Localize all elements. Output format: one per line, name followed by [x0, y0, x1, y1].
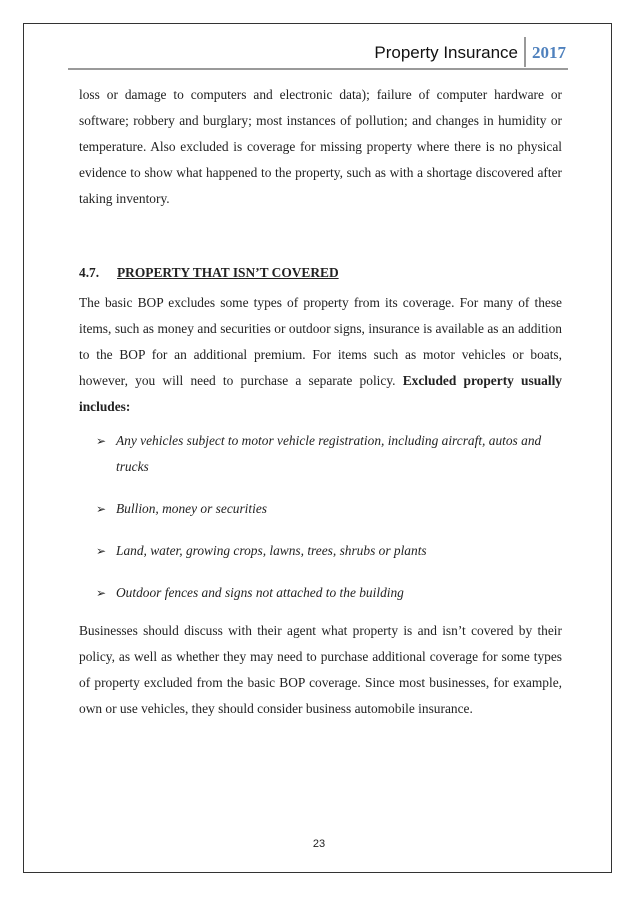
- section-title: PROPERTY THAT ISN’T COVERED: [117, 265, 339, 280]
- arrow-bullet-icon: ➢: [96, 544, 107, 558]
- list-item-text: Outdoor fences and signs not attached to the building: [116, 585, 404, 600]
- arrow-bullet-icon: ➢: [96, 434, 107, 448]
- running-header: [374, 37, 566, 67]
- body-paragraph-2-bold: Excluded property usually includes:: [79, 373, 562, 414]
- page-content: [79, 82, 562, 722]
- section-heading: [79, 260, 562, 286]
- arrow-bullet-icon: ➢: [96, 502, 107, 516]
- body-paragraph-1: loss or damage to computers and electronic data); failure of computer hardware or software; robbery and burglary; most instances of pollution; and changes in humidity or temperature. Also excluded is coverage for missing property where there is no physical evidence to show what happened to the property, such as with a shortage discovered after taking inventory.: [79, 87, 562, 206]
- header-rule: [68, 68, 568, 70]
- body-paragraph-3: Businesses should discuss with their agent what property is and isn’t covered by their policy, as well as whether they may need to purchase additional coverage for some types of property excluded from the basic BOP coverage. Since most businesses, for example, own or use vehicles, they should consider business automobile insurance.: [79, 623, 562, 716]
- list-item: [79, 538, 562, 564]
- excluded-property-list: [79, 428, 562, 606]
- header-title: Property Insurance: [374, 43, 518, 62]
- list-item-text: Land, water, growing crops, lawns, trees, shrubs or plants: [116, 543, 427, 558]
- list-item: [79, 496, 562, 522]
- list-item-text: Bullion, money or securities: [116, 501, 267, 516]
- list-item-text: Any vehicles subject to motor vehicle registration, including aircraft, autos and trucks: [116, 433, 542, 474]
- body-paragraph-2: [79, 290, 562, 420]
- body-paragraph-2-text: The basic BOP excludes some types of property from its coverage. For many of these items, such as money and securities or outdoor signs, insurance is available as an addition to the BOP for an additional premium. For items such as motor vehicles or boats, however, you will need to purchase a separate policy.: [79, 295, 562, 388]
- page-number: 23: [312, 838, 326, 850]
- list-item: [79, 428, 562, 480]
- list-item: [79, 580, 562, 606]
- arrow-bullet-icon: ➢: [96, 586, 107, 600]
- header-year: 2017: [524, 37, 566, 67]
- section-number: 4.7.: [79, 265, 100, 280]
